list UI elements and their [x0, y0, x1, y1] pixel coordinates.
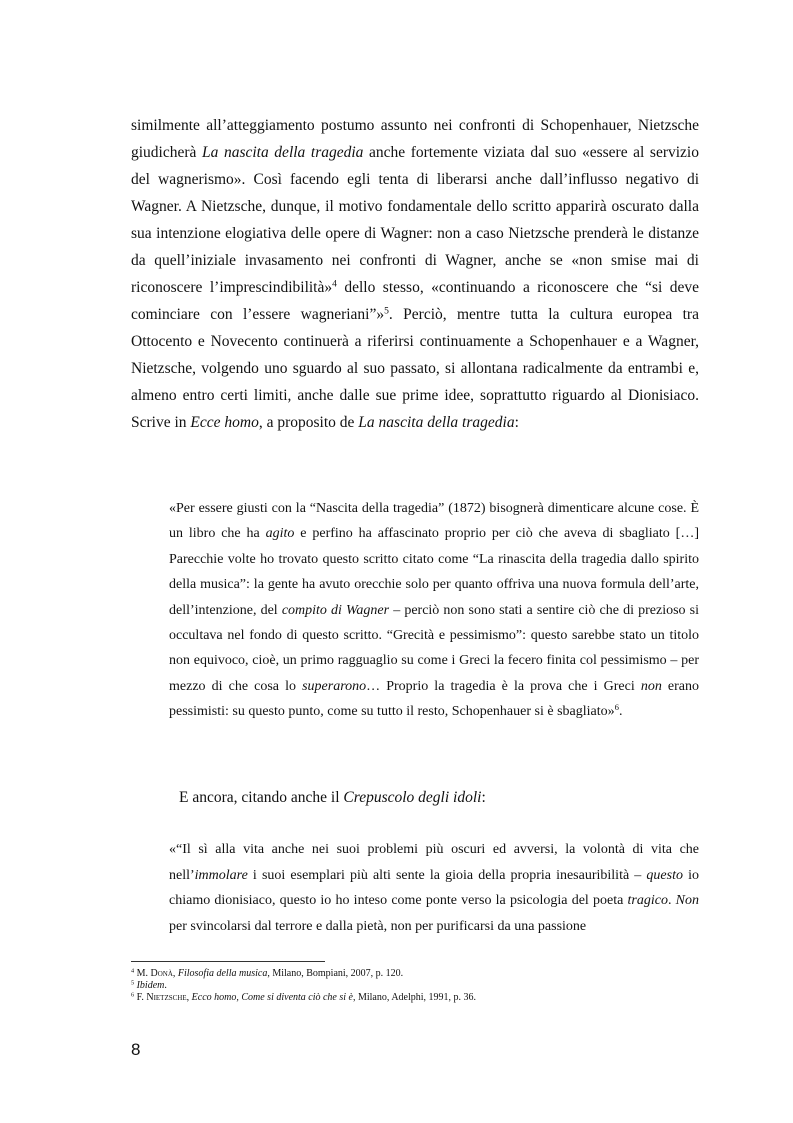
italic-word: non: [640, 678, 662, 694]
italic-title: Crepuscolo degli idoli: [343, 789, 482, 806]
footnote-5: [131, 980, 691, 992]
text-run: e perfino ha affascinato proprio per ciò che aveva di sbagliato […] Parecchie volte ho trovato questo scritto citato come “La rinascita della tragedia dallo spirito della musica”: la gente ha avuto orecchie solo per quanto offriva una nuova formula dell’arte, dell’intenzione, del: [169, 526, 699, 618]
footnote-ref-6: 6: [614, 702, 619, 713]
block-quote: [169, 496, 699, 725]
text-run: :: [481, 789, 486, 806]
body-paragraph: [131, 112, 699, 436]
footnote-number: 4: [131, 967, 135, 975]
text-run: , a proposito de: [258, 414, 359, 431]
text-run: i suoi esemplari più alti sente la gioia della propria inesauribilità –: [247, 867, 647, 883]
footnote-details: , Milano, Adelphi, 1991, p. 36.: [352, 992, 477, 1003]
text-run: dello stesso, «continuando a riconoscere che “si deve cominciare con l’essere wagneriani”»: [131, 279, 699, 323]
footnote-title: Filosofia della musica: [177, 968, 268, 979]
footnote-separator: [131, 961, 325, 962]
footnote-author: M. Donà: [136, 968, 173, 979]
block-quote-2: [169, 837, 699, 939]
italic-word: agito: [265, 526, 295, 542]
italic-title: Ecce homo: [190, 414, 259, 431]
italic-word: questo: [646, 867, 683, 883]
continuation-line: [179, 784, 486, 811]
text-run: .: [667, 893, 676, 909]
text-run: … Proprio la tragedia è la prova che i Greci: [366, 678, 641, 694]
italic-title: La nascita della tragedia: [358, 414, 515, 431]
text-run: similmente all’atteggiamento postumo assunto nei confronti di Schopenhauer, Nietzsche giudicherà: [131, 117, 699, 161]
footnote-details: , Milano, Bompiani, 2007, p. 120.: [267, 968, 404, 979]
footnote-title: Ibidem: [136, 980, 165, 991]
italic-title: La nascita della tragedia: [202, 144, 364, 161]
text-run: «“Il sì alla vita anche nei suoi problemi più oscuri ed avversi, la volontà di vita che nell’: [169, 842, 699, 883]
text-run: anche fortemente viziata dal suo «essere al servizio del wagnerismo». Così facendo egli tenta di liberarsi anche dall’influsso negativo di Wagner. A Nietzsche, dunque, il motivo fondamentale dello scritto apparirà oscurato dalla sua intenzione elogiativa delle opere di Wagner: non a caso Nietzsche prenderà le distanze da quell’iniziale invasamento nei confronti di Wagner, anche se «non smise mai di riconoscere l’imprescindibilità»: [131, 144, 699, 296]
text-run: :: [514, 414, 519, 431]
italic-word: immolare: [194, 867, 248, 883]
footnote-title: Ecco homo, Come si diventa ciò che si è: [191, 992, 353, 1003]
text-run: .: [618, 704, 623, 720]
text-run: io chiamo dionisiaco, questo io ho inteso come ponte verso la psicologia del poeta: [169, 867, 699, 909]
italic-word: superarono: [302, 678, 367, 694]
page-number: 8: [131, 1040, 141, 1059]
italic-word: compito di Wagner: [281, 602, 390, 618]
footnote-details: .: [164, 980, 167, 991]
footnote-6: $^6$ F. Nietzsche, Ecco homo, Come si diventa ciò che si è, Milano, Adelphi, 1991, p. 36.: [131, 991, 477, 1003]
footnotes: [131, 968, 691, 1004]
text-run: «Per essere giusti con la “Nascita della tragedia” (1872) bisognerà dimenticare alcune cose. È un libro che ha: [169, 501, 699, 542]
footnote-number: 5: [131, 979, 135, 987]
text-run: . Perciò, mentre tutta la cultura europea tra Ottocento e Novecento continuerà a riferirsi continuamente a Schopenhauer e a Wagner, Nietzsche, volgendo uno sguardo al suo passato, si allontana radicalmente da entrambi e, almeno entro certi limiti, anche dalle sue prime idee, soprattutto riguardo al Dionisiaco. Scrive in: [131, 306, 699, 431]
text-run: – perciò non sono stati a sentire ciò che di prezioso si occultava nel fondo di questo scritto. “Grecità e pessimismo”: questo sarebbe stato un titolo non equivoco, cioè, un primo ragguaglio su come i Greci la fecero finita col pessimismo – per mezzo di che cosa lo: [169, 602, 699, 694]
text-run: E ancora, citando anche il: [179, 789, 344, 806]
footnote-ref-4: 4: [332, 278, 337, 290]
italic-word: Non: [675, 893, 700, 909]
footnote-4: $^4$ M. Donà, Filosofia della musica, Milano, Bompiani, 2007, p. 120.: [131, 967, 404, 979]
footnote-author: F. Nietzsche: [136, 992, 187, 1003]
footnote-ref-5: 5: [384, 305, 389, 317]
text-run: erano pessimisti: su questo punto, come su tutto il resto, Schopenhauer si è sbagliato»: [169, 678, 699, 720]
text-run: per svincolarsi dal terrore e dalla pietà, non per purificarsi da una passione: [169, 918, 587, 934]
italic-word: tragico: [627, 893, 668, 909]
footnote-number: 6: [131, 991, 135, 999]
